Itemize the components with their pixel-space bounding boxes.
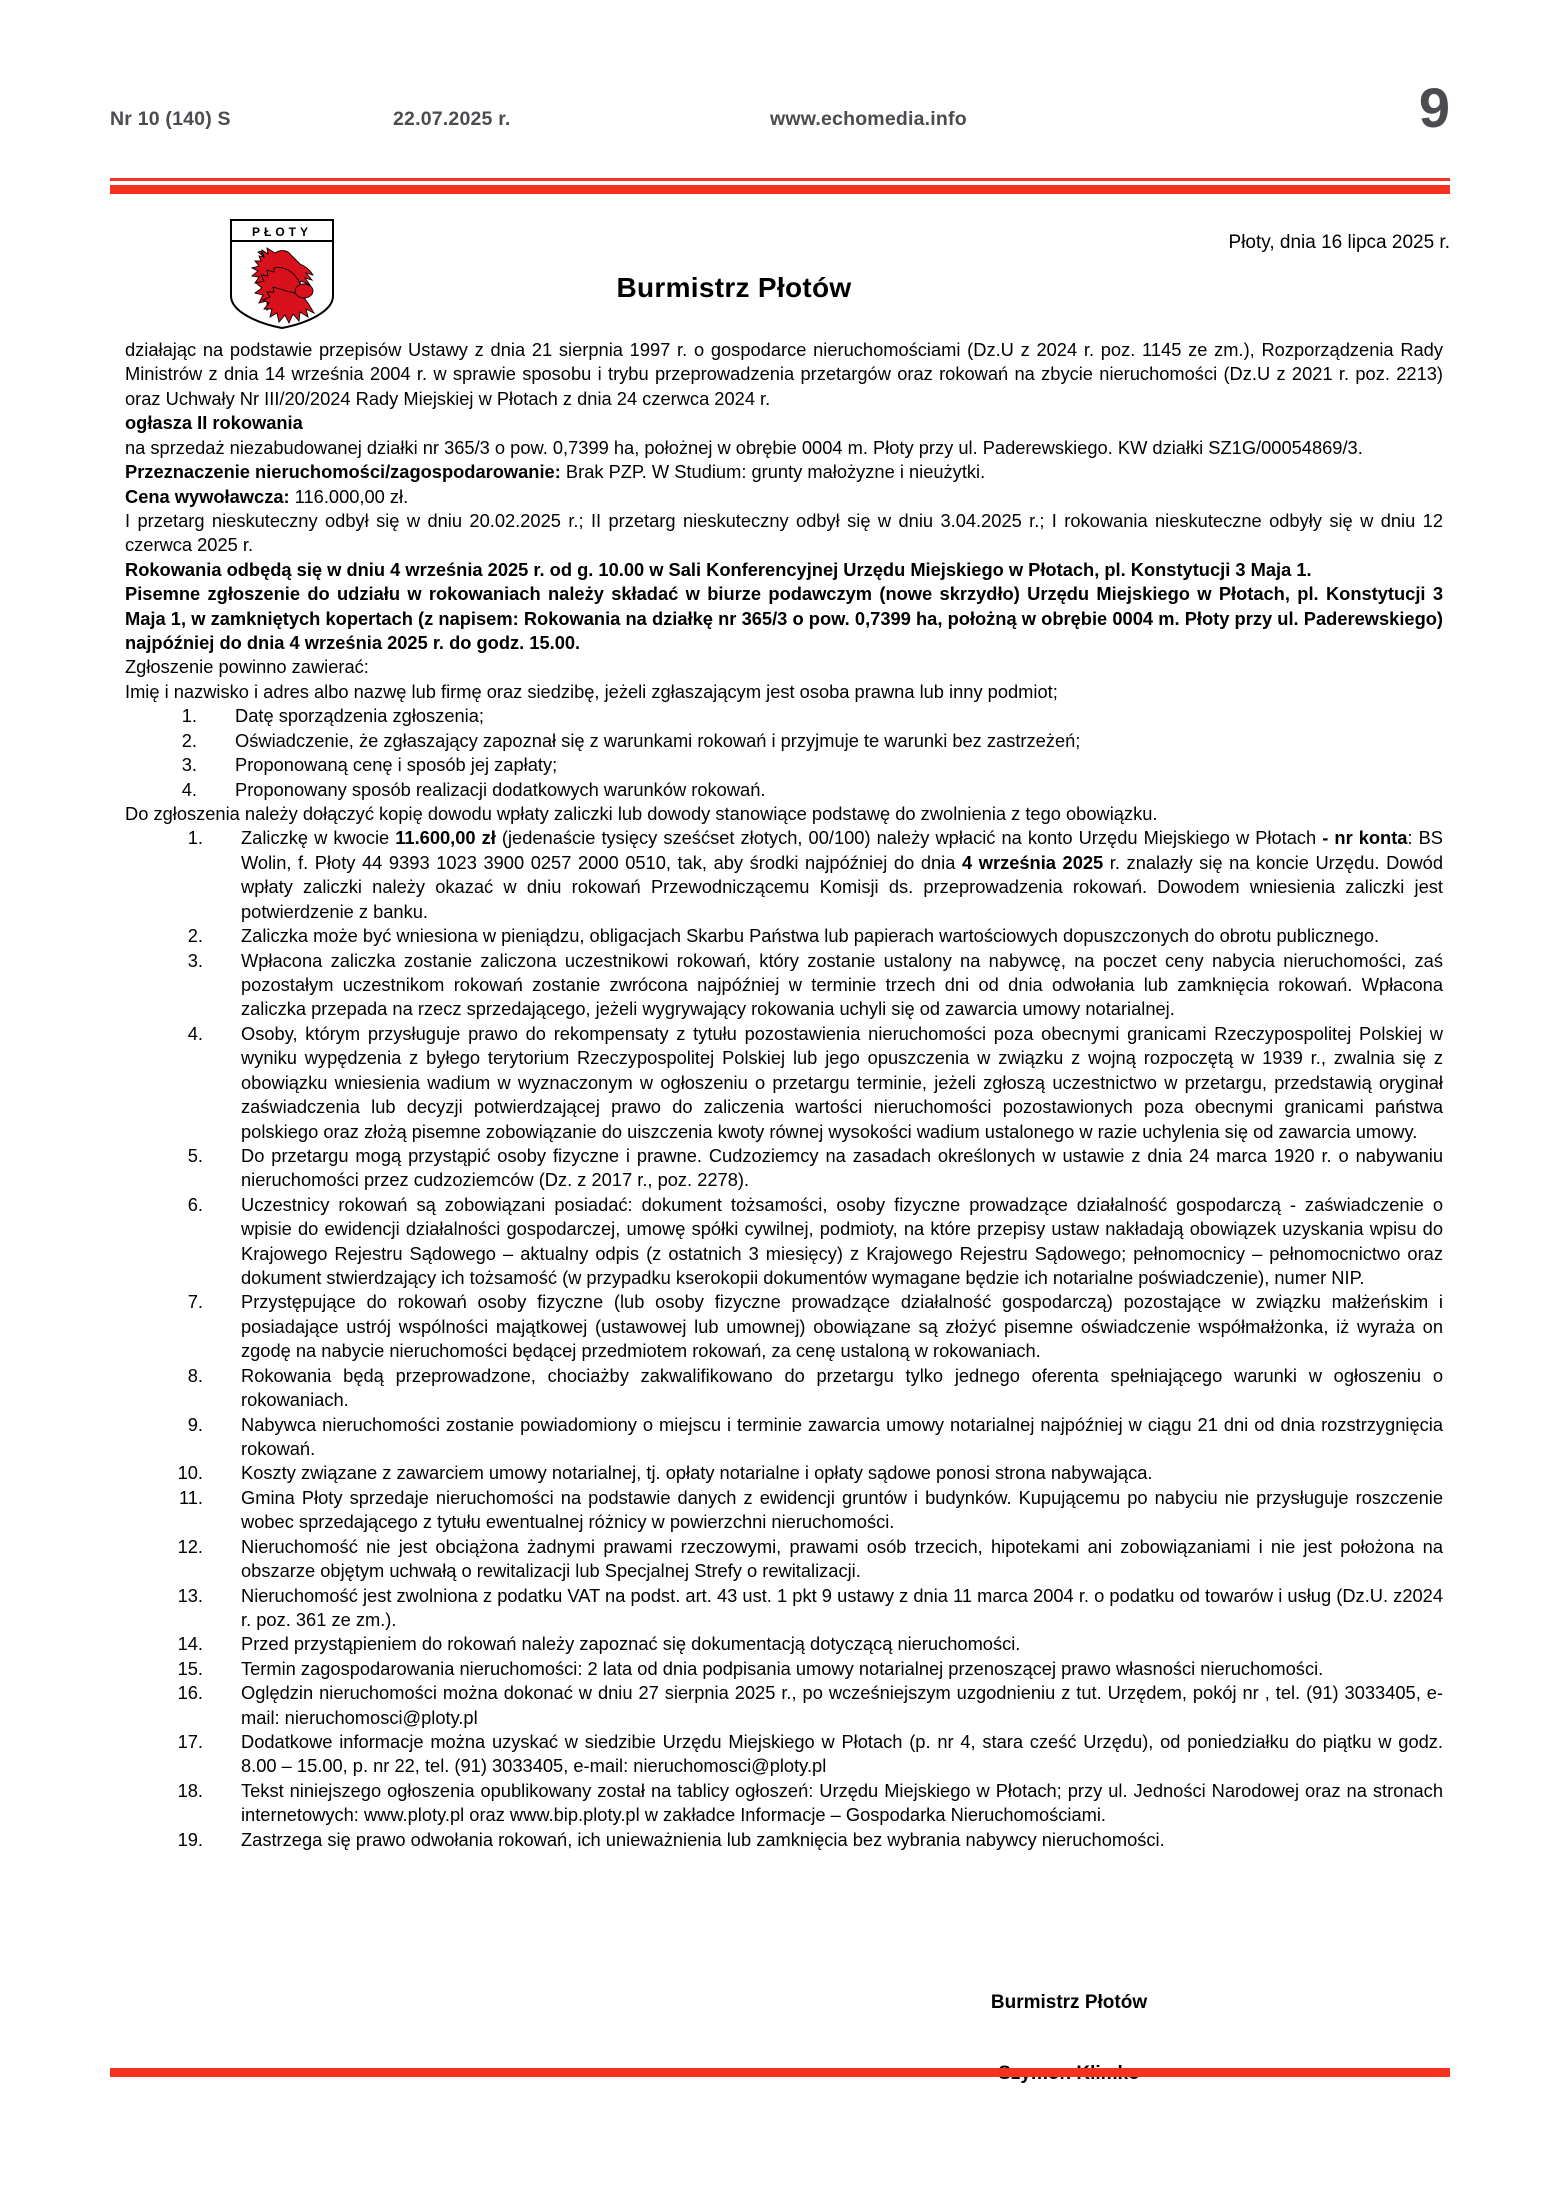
list-item [163,1413,1443,1462]
list-text: Nieruchomość jest zwolniona z podatku VAT na podst. art. 43 ust. 1 pkt 9 ustawy z dnia 11 marca 2004 r. o podatku od towarów i usług (Dz.U. z2024 r. poz. 361 ze zm.). [241,1584,1443,1630]
designation-value: Brak PZP. W Studium: grunty małożyzne i nieużytki. [560,461,986,483]
application-items-list [125,704,1443,802]
list-text: Proponowaną cenę i sposób jej zapłaty; [235,754,558,776]
deposit-deadline: 4 września 2025 [961,851,1104,873]
application-lead: Imię i nazwisko i adres albo nazwę lub firmę oraz siedzibę, jeżeli zgłaszającym jest osoba prawna lub inny podmiot; [125,680,1058,702]
list-item [163,1632,1443,1656]
list-marker: 17. [177,1731,203,1753]
deposit-text-b: (jedenaście tysięcy sześćset złotych, 00/100) należy wpłacić na konto Urzędu Miejskiego w Płotach [495,827,1323,849]
list-item [163,1779,1443,1828]
list-item [163,1657,1443,1681]
list-text: Nieruchomość nie jest obciążona żadnymi prawami rzeczowymi, prawami osób trzecich, hipotekami ani zobowiązaniami i nie jest położona na obszarze objętym uchwałą o rewitalizacji lub Specjalnej Strefy o rewitalizacji. [241,1535,1443,1582]
divider-thick-line [110,185,1450,194]
designation-label: Przeznaczenie nieruchomości/zagospodarowanie: [125,461,561,483]
deposit-text-a: Zaliczkę w kwocie [241,827,396,849]
negotiations-date-paragraph: Rokowania odbędą się w dniu 4 września 2025 r. od g. 10.00 w Sali Konferencyjnej Urzędu Miejskiego w Płotach, pl. Konstytucji 3 Maja 1. [125,558,1312,580]
list-text: Zastrzega się prawo odwołania rokowań, ich unieważnienia lub zamknięcia bez wybrania nabywcy nieruchomości. [241,1828,1165,1850]
list-marker: 16. [177,1682,203,1704]
price-label: Cena wywoławcza: [125,485,290,507]
header-divider [110,178,1450,194]
list-item [163,1681,1443,1730]
list-marker: 18. [177,1779,203,1801]
list-text: Do przetargu mogą przystąpić osoby fizyczne i prawne. Cudzoziemcy na zasadach określonych w ustawie z dnia 24 marca 1920 r. o nabywaniu nieruchomości przez cudzoziemców (Dz. z 2017 r., poz. 2278). [241,1144,1443,1191]
list-marker: 1. [181,705,197,727]
list-marker: 5. [187,1144,203,1166]
list-marker: 8. [187,1364,203,1386]
divider-thick-line [110,2068,1450,2077]
list-text: Uczestnicy rokowań są zobowiązani posiadać: dokument tożsamości, osoby fizyczne prowadzące działalność gospodarczą - zaświadczenie o wpisie do ewidencji działalności gospodarczej, umowę spółki cywilnej, podmioty, na które przepisy ustaw nakładają obowiązek uzyskania wpisu do Krajowego Rejestru Sądowego – aktualny odpis (z ostatnich 3 miesięcy) z Krajowego Rejestru Sądowego; pełnomocnicy – pełnomocnictwo oraz dokument stwierdzający ich tożsamość (w przypadku kserokopii dokumentów wymagane będzie ich notarialne poświadczenie), numer NIP. [241,1193,1443,1289]
list-item [163,1828,1443,1852]
list-item [163,1535,1443,1584]
application-heading: Zgłoszenie powinno zawierać: [125,656,369,678]
account-label: - nr konta [1322,827,1408,849]
list-item [163,1584,1443,1633]
list-marker: 1. [187,827,203,849]
list-marker: 15. [177,1657,203,1679]
list-text: Oświadczenie, że zgłaszający zapoznał się z warunkami rokowań i przyjmuje te warunki bez zastrzeżeń; [235,729,1081,751]
list-item [163,1022,1443,1144]
list-text: Rokowania będą przeprowadzone, chociażby zakwalifikowano do przetargu tylko jednego oferenta spełniającego warunki w ogłoszeniu o rokowaniach. [241,1364,1443,1411]
publication-date: 22.07.2025 r. [393,108,511,130]
list-marker: 9. [187,1413,203,1435]
list-marker: 3. [181,754,197,776]
list-item [163,778,1443,802]
list-item [163,1730,1443,1779]
list-item [163,1290,1443,1363]
list-marker: 13. [177,1584,203,1606]
list-item [163,704,1443,728]
list-item [163,1486,1443,1535]
legal-basis-paragraph: działając na podstawie przepisów Ustawy z dnia 21 sierpnia 1997 r. o gospodarce nieruchomościami (Dz.U z 2024 r. poz. 1145 ze zm.), Rozporządzenia Rady Ministrów z dnia 14 września 2004 r. w sprawie sposobu i trybu przeprowadzenia przetargów oraz rokowań na zbycie nieruchomości (Dz.U z 2021 r. poz. 2213) oraz Uchwały Nr III/20/2024 Rady Miejskiej w Płotach z dnia 24 czerwca 2024 r. [125,339,1443,409]
page-number: 9 [1418,76,1450,139]
list-item [163,949,1443,1022]
attachment-note: Do zgłoszenia należy dołączyć kopię dowodu wpłaty zaliczki lub dowody stanowiące podstawę do zwolnienia z tego obowiązku. [125,803,1158,825]
issue-number: Nr 10 (140) S [110,108,231,130]
price-value: 116.000,00 zł. [289,485,409,507]
footer-divider [110,2068,1450,2077]
list-marker: 11. [178,1486,203,1508]
masthead [110,76,1450,148]
list-marker: 2. [181,729,197,751]
deposit-amount: 11.600,00 zł [395,827,496,849]
list-marker: 6. [187,1193,203,1215]
signature-role: Burmistrz Płotów [990,1992,1148,2013]
conditions-list [125,826,1443,1852]
list-item [163,1193,1443,1291]
list-item [163,1461,1443,1485]
list-text: Przystępujące do rokowań osoby fizyczne (lub osoby fizyczne prowadzące działalność gospodarczą) pozostające w związku małżeńskim i posiadające ustrój wspólności majątkowej (ustawowej lub umownej) obowiązane są złożyć pisemne oświadczenie współmałżonka, iż wyraża on zgodę na nabycie nieruchomości będącej przedmiotem rokowań, za cenę ustaloną w rokowaniach. [241,1291,1443,1362]
list-text: Zaliczka może być wniesiona w pieniądzu, obligacjach Skarbu Państwa lub papierach wartościowych dopuszczonych do obrotu publicznego. [241,925,1380,947]
list-text: Datę sporządzenia zgłoszenia; [235,705,484,727]
list-marker: 4. [187,1022,203,1044]
submission-rule-paragraph: Pisemne zgłoszenie do udziału w rokowaniach należy składać w biurze podawczym (nowe skrzydło) Urzędu Miejskiego w Płotach, pl. Konstytucji 3 Maja 1, w zamkniętych kopertach (z napisem: Rokowania na działkę nr 365/3 o pow. 0,7399 ha, położną w obrębie 0004 m. Płoty przy ul. Paderewskiego) najpóźniej do dnia 4 września 2025 r. do godz. 15.00. [125,583,1443,654]
list-item [163,753,1443,777]
list-text: Przed przystąpieniem do rokowań należy zapoznać się dokumentacją dotyczącą nieruchomości. [241,1633,1021,1655]
announcement-body [125,338,1443,1852]
list-item [163,1144,1443,1193]
price-line [125,485,1443,509]
designation-line [125,460,1443,484]
list-marker: 14. [177,1633,203,1655]
list-item [163,826,1443,924]
deposit-text-c: : BS Wolin, f. Płoty 44 9393 1023 3900 0257 2000 0510, tak, aby środki najpóźniej do dnia [241,827,1443,873]
list-marker: 2. [187,925,203,947]
page-title: Burmistrz Płotów [616,272,852,303]
list-marker: 7. [187,1291,203,1313]
list-text: Gmina Płoty sprzedaje nieruchomości na podstawie danych z ewidencji gruntów i budynków. Kupującemu po nabyciu nie przysługuje roszczenie wobec sprzedającego z tytułu ewentualnej różnicy w powierzchni nieruchomości. [241,1486,1443,1533]
list-marker: 10. [177,1462,203,1484]
list-text: Wpłacona zaliczka zostanie zaliczona uczestnikowi rokowań, który zostanie ustalony na nabywcę, na poczet ceny nabycia nieruchomości, zaś pozostałym uczestnikom rokowań zostanie zwrócona najpóźniej w terminie trzech dni od dnia odwołania lub zamknięcia rokowań. Wpłacona zaliczka przepada na rzecz sprzedającego, jeżeli wygrywający rokowania uchyli się od zawarcia umowy notarialnej. [241,949,1443,1020]
list-text: Proponowany sposób realizacji dodatkowych warunków rokowań. [235,778,766,800]
list-marker: 12. [177,1535,203,1557]
list-marker: 4. [181,778,197,800]
list-marker: 3. [187,949,203,971]
list-item [163,729,1443,753]
svg-text:PŁOTY: PŁOTY [251,225,313,239]
list-text: Osoby, którym przysługuje prawo do rekompensaty z tytułu pozostawienia nieruchomości poza obecnymi granicami Rzeczypospolitej Polskiej w wyniku wypędzenia z byłego terytorium Rzeczypospolitej Polskiej lub jego opuszczenia w związku z wojną rozpoczętą w 1939 r., zwalnia się z obowiązku wniesienia wadium w wyznaczonym w ogłoszeniu o przetargu terminie, jeżeli zgłoszą uczestnictwo w przetargu, przedstawią oryginał zaświadczenia lub decyzji potwierdzającej prawo do zaliczenia wartości nieruchomości pozostawionych poza obecnymi granicami państwa polskiego oraz złożą pisemne zobowiązanie do uiszczenia kwoty równej wysokości wadium ustalonego w razie uchylenia się od zawarcia umowy. [241,1022,1443,1142]
list-text: Termin zagospodarowania nieruchomości: 2 lata od dnia podpisania umowy notarialnej przenoszącej prawo własności nieruchomości. [241,1657,1324,1679]
list-text: Dodatkowe informacje można uzyskać w siedzibie Urzędu Miejskiego w Płotach (p. nr 4, stara cześć Urzędu), od poniedziałku do piątku w godz. 8.00 – 15.00, p. nr 22, tel. (91) 3033405, e-mail: nieruchomosci@ploty.pl [241,1731,1443,1777]
subject-paragraph: na sprzedaż niezabudowanej działki nr 365/3 o pow. 0,7399 ha, położnej w obrębie 0004 m. Płoty przy ul. Paderewskiego. KW działki SZ1G/00054869/3. [125,436,1363,458]
list-text: Koszty związane z zawarciem umowy notarialnej, tj. opłaty notarialne i opłaty sądowe ponosi strona nabywająca. [241,1462,1153,1484]
list-marker: 19. [177,1828,203,1850]
previous-tenders-paragraph: I przetarg nieskuteczny odbył się w dniu 20.02.2025 r.; II przetarg nieskuteczny odbył się w dniu 3.04.2025 r.; I rokowania nieskuteczne odbyły się w dniu 12 czerwca 2025 r. [125,509,1443,556]
list-item [163,924,1443,948]
deposit-text-d: r. znalazły się na koncie Urzędu. Dowód wpłaty zaliczki należy okazać w dniu rokowań Przewodniczącemu Komisji ds. przeprowadzenia rokowań. Dowodem wniesienia zaliczki jest potwierdzenie z banku. [241,851,1443,922]
announces-heading: ogłasza II rokowania [125,412,303,434]
dateline: Płoty, dnia 16 lipca 2025 r. [1228,232,1450,253]
list-item [163,1364,1443,1413]
list-text: Tekst niniejszego ogłoszenia opublikowany został na tablicy ogłoszeń: Urzędu Miejskiego w Płotach; przy ul. Jedności Narodowej oraz na stronach internetowych: www.ploty.pl oraz www.bip.ploty.pl w zakładce Informacje – Gospodarka Nieruchomościami. [241,1779,1443,1826]
list-text: Oględzin nieruchomości można dokonać w dniu 27 sierpnia 2025 r., po wcześniejszym uzgodnieniu z tut. Urzędem, pokój nr , tel. (91) 3033405, e-mail: nieruchomosci@ploty.pl [241,1682,1443,1728]
list-text: Nabywca nieruchomości zostanie powiadomiony o miejscu i terminie zawarcia umowy notarialnej najpóźniej w ciągu 21 dni od dnia rozstrzygnięcia rokowań. [241,1413,1443,1459]
website-url: www.echomedia.info [770,108,967,130]
